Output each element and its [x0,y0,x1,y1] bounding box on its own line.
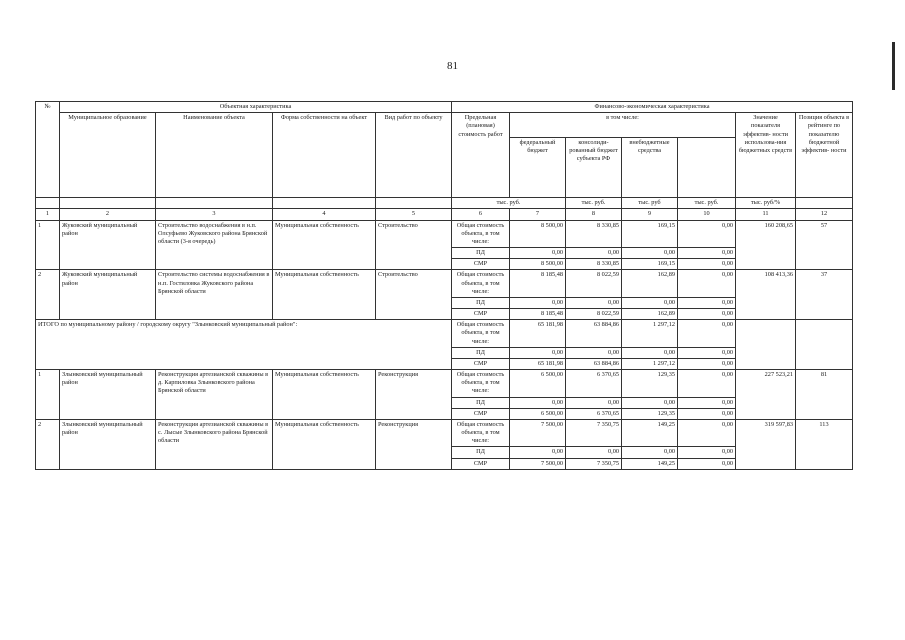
itogo-label: ИТОГО по муниципальному району / городскому округу "Злынковский муниципальный район": [36,320,452,370]
value-cell: 8 330,85 [566,220,622,248]
col-num: 6 [452,209,510,220]
ownership-cell: Муниципальная собственность [273,270,376,320]
page-number: 81 [447,60,458,72]
empty-cell [796,320,853,370]
value-cell: 8 500,00 [510,259,566,270]
smr-label: СМР [452,259,510,270]
value-cell: 0,00 [510,447,566,458]
rank-cell: 37 [796,270,853,320]
indicator-cell: 160 208,65 [736,220,796,270]
table-row [36,370,853,398]
value-cell: 65 181,98 [510,358,566,369]
col-num: 9 [622,209,678,220]
value-cell: 0,00 [566,248,622,259]
col-num: 4 [273,209,376,220]
value-cell: 149,25 [622,458,678,469]
table-row [36,270,853,298]
table-row [36,419,853,447]
empty-cell [736,320,796,370]
indicator-cell: 108 413,36 [736,270,796,320]
total-cost-label: Общая стоимость объекта, в том числе: [452,370,510,398]
value-cell: 0,00 [678,259,736,270]
value-cell: 7 500,00 [510,419,566,447]
municipality-cell: Жуковский муниципальный район [60,270,156,320]
unit-extrabudget: тыс. руб. [678,198,736,209]
rank-cell: 81 [796,370,853,420]
value-cell: 0,00 [566,447,622,458]
unit-cost: тыс. руб. [452,198,566,209]
value-cell: 0,00 [510,248,566,259]
col-num: 12 [796,209,853,220]
value-cell: 162,89 [622,270,678,298]
unit-indicator: тыс. руб/% [736,198,796,209]
unit-consolidated: тыс. руб [622,198,678,209]
value-cell: 0,00 [622,347,678,358]
value-cell: 0,00 [678,248,736,259]
row-number: 1 [36,370,60,420]
row-number: 2 [36,419,60,469]
value-cell: 0,00 [678,309,736,320]
col-num: 2 [60,209,156,220]
header-object-name: Наименование объекта [156,113,273,198]
header-federal: федеральный бюджет [510,137,566,197]
value-cell: 0,00 [678,397,736,408]
col-num: 11 [736,209,796,220]
table-body [36,102,853,470]
smr-label: СМР [452,408,510,419]
value-cell: 0,00 [678,358,736,369]
value-cell: 8 022,59 [566,309,622,320]
value-cell: 7 350,75 [566,458,622,469]
value-cell: 0,00 [678,220,736,248]
total-cost-label: Общая стоимость объекта, в том числе: [452,220,510,248]
col-num: 7 [510,209,566,220]
ownership-cell: Муниципальная собственность [273,370,376,420]
municipality-cell: Злынковский муниципальный район [60,419,156,469]
header-including: в том числе: [510,113,736,138]
value-cell: 0,00 [622,248,678,259]
value-cell: 0,00 [622,397,678,408]
value-cell: 169,15 [622,259,678,270]
header-municipality: Муниципальное образование [60,113,156,198]
value-cell: 129,35 [622,408,678,419]
value-cell: 7 350,75 [566,419,622,447]
total-cost-label: Общая стоимость объекта, в том числе: [452,270,510,298]
value-cell: 1 297,12 [622,358,678,369]
value-cell: 1 297,12 [622,320,678,348]
work-type-cell: Строительство [376,220,452,270]
value-cell: 63 884,86 [566,320,622,348]
pd-label: ПД [452,447,510,458]
value-cell: 6 370,65 [566,370,622,398]
value-cell: 6 500,00 [510,408,566,419]
ownership-cell: Муниципальная собственность [273,419,376,469]
financial-table [35,101,853,470]
value-cell: 0,00 [678,419,736,447]
work-type-cell: Реконструкция [376,419,452,469]
unit-federal: тыс. руб. [566,198,622,209]
smr-label: СМР [452,458,510,469]
header-cost: Предельная (плановая) стоимость работ [452,113,510,198]
indicator-cell: 227 523,21 [736,370,796,420]
value-cell: 0,00 [566,297,622,308]
ownership-cell: Муниципальная собственность [273,220,376,270]
value-cell: 8 330,85 [566,259,622,270]
col-num: 8 [566,209,622,220]
value-cell: 0,00 [566,347,622,358]
value-cell: 8 185,48 [510,309,566,320]
header-objective: Объектная характеристика [60,102,452,113]
municipality-cell: Злынковский муниципальный район [60,370,156,420]
scan-edge-mark [892,42,895,90]
value-cell: 0,00 [678,270,736,298]
value-cell: 0,00 [678,320,736,348]
pd-label: ПД [452,347,510,358]
value-cell: 8 022,59 [566,270,622,298]
value-cell: 0,00 [510,397,566,408]
municipality-cell: Жуковский муниципальный район [60,220,156,270]
header-ownership: Форма собственности на объект [273,113,376,198]
value-cell: 162,89 [622,309,678,320]
rank-cell: 113 [796,419,853,469]
value-cell: 7 500,00 [510,458,566,469]
value-cell: 63 884,86 [566,358,622,369]
column-numbers-row [36,209,853,220]
value-cell: 8 185,48 [510,270,566,298]
header-work-type: Вид работ по объекту [376,113,452,198]
row-number: 2 [36,270,60,320]
col-num: 1 [36,209,60,220]
pd-label: ПД [452,297,510,308]
value-cell: 0,00 [678,447,736,458]
value-cell: 8 500,00 [510,220,566,248]
value-cell: 129,35 [622,370,678,398]
value-cell: 0,00 [678,370,736,398]
value-cell: 0,00 [622,447,678,458]
total-cost-label: Общая стоимость объекта, в том числе: [452,419,510,447]
header-extrabudget: внебюджетные средства [622,137,678,197]
rank-cell: 57 [796,220,853,270]
header-no: № [36,102,60,198]
work-type-cell: Строительство [376,270,452,320]
table-row [36,220,853,248]
value-cell: 65 181,98 [510,320,566,348]
header-consolidated: консолиди- рованный бюджет субъекта РФ [566,137,622,197]
itogo-row [36,320,853,348]
total-cost-label: Общая стоимость объекта, в том числе: [452,320,510,348]
pd-label: ПД [452,248,510,259]
value-cell: 149,25 [622,419,678,447]
value-cell: 0,00 [678,458,736,469]
object-name-cell: Строительство системы водоснабжения в н.п. Гостиловка Жуковского района Брянской области [156,270,273,320]
header-row-2 [36,113,853,138]
object-name-cell: Строительство водоснабжения в н.п. Олсуфьево Жуковского района Брянской области (3-я очередь) [156,220,273,270]
value-cell: 0,00 [622,297,678,308]
indicator-cell: 319 597,83 [736,419,796,469]
header-rank: Позиция объекта в рейтинге по показателю бюджетной эффектив- ности [796,113,853,198]
col-num: 10 [678,209,736,220]
value-cell: 6 370,65 [566,408,622,419]
value-cell: 0,00 [510,347,566,358]
value-cell: 0,00 [566,397,622,408]
header-indicator: Значение показателя эффектив- ности использова-ния бюджетных средств [736,113,796,198]
row-number: 1 [36,220,60,270]
units-row [36,198,853,209]
value-cell: 0,00 [510,297,566,308]
value-cell: 0,00 [678,297,736,308]
smr-label: СМР [452,309,510,320]
object-name-cell: Реконструкция артезианской скважины в с. Лысые Злынковского района Брянской области [156,419,273,469]
header-row-1 [36,102,853,113]
object-name-cell: Реконструкция артезианской скважины в д. Карпиловка Злынковского района Брянской области [156,370,273,420]
col-num: 5 [376,209,452,220]
value-cell: 0,00 [678,347,736,358]
value-cell: 0,00 [678,408,736,419]
pd-label: ПД [452,397,510,408]
smr-label: СМР [452,358,510,369]
value-cell: 6 500,00 [510,370,566,398]
col-num: 3 [156,209,273,220]
work-type-cell: Реконструкция [376,370,452,420]
header-financial: Финансово-экономическая характеристика [452,102,853,113]
value-cell: 169,15 [622,220,678,248]
